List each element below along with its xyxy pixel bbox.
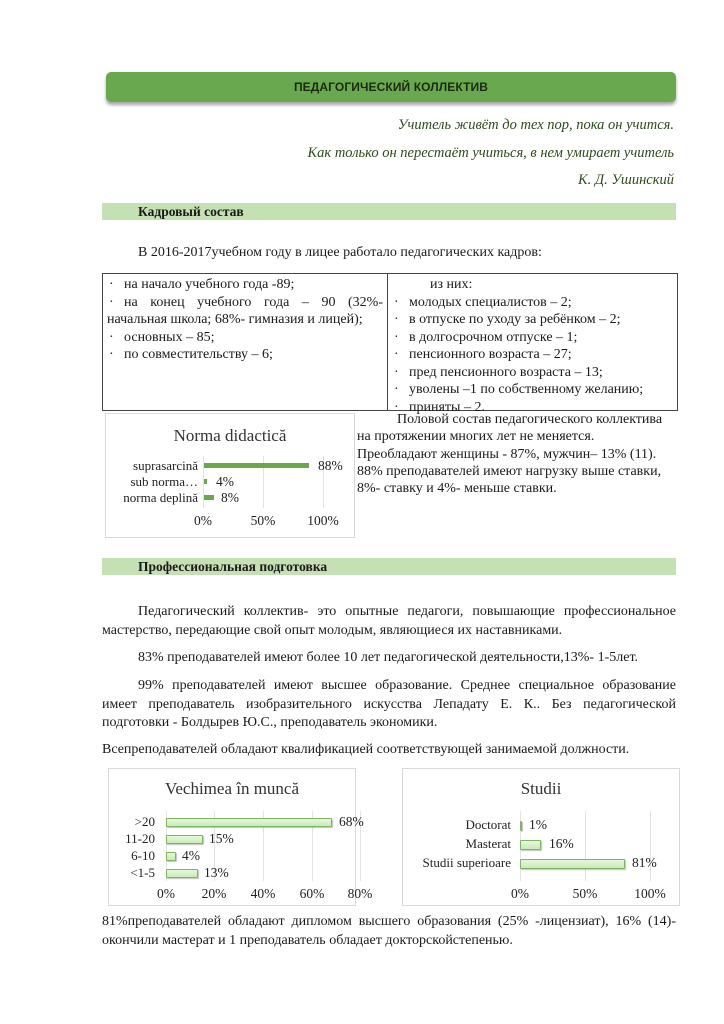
chart-norma-didactica [105,413,355,538]
axis-tick: 0% [194,513,212,528]
bar [166,869,198,878]
list-item: · молодых специалистов – 2; [394,294,572,310]
category-label: Studii superioare [422,855,511,870]
list-item: · основных – 85; [109,329,215,345]
gridline [585,811,586,881]
staff-table [102,273,678,415]
page-title-banner [106,72,676,102]
category-label: Doctorat [465,817,511,832]
list-header: из них: [430,277,473,292]
value-label: 16% [549,836,574,851]
epigraph-author: К. Д. Ушинский [577,172,674,188]
bullet-icon: · [394,364,399,380]
paragraph: 81%преподавателей обладают дипломом высшего образования (25% -лицензиат), 16% (14)- окончили мастерат и 1 преподаватель обладает докторскойстепенью. [102,914,676,948]
bar [204,463,309,468]
chart-title: Vechimea în muncă [164,779,300,798]
list-item: · пред пенсионного возраста – 13; [394,364,603,380]
chart-title: Studii [520,779,562,798]
category-label: 6-10 [131,848,155,863]
list-item: · по совместительству – 6; [109,347,273,362]
bar [166,852,176,861]
axis-tick: 60% [299,886,325,901]
page-title: ПЕДАГОГИЧЕСКИЙ КОЛЛЕКТИВ [293,80,489,94]
axis-tick: 20% [201,886,227,901]
bar [520,859,625,869]
category-label: sub norma… [130,474,198,489]
paragraph: Всепреподавателей обладают квалификацией соответствующей занимаемой должности. [102,742,630,757]
bullet-icon: · [394,382,399,397]
chart-studii [402,768,680,906]
bar [520,840,541,850]
value-label: 4% [216,474,234,489]
value-label: 1% [529,817,547,832]
value-label: 13% [204,865,229,880]
category-label: suprasarcină [133,458,198,473]
bar [204,495,214,500]
list-item: · в долгосрочном отпуске – 1; [394,329,578,345]
list-item: · приняты – 2. [394,399,485,415]
staff-table-left-column [103,274,388,410]
chart-title: Norma didactică [173,426,287,445]
list-item: · пенсионного возраста – 27; [394,347,572,362]
axis-tick: 40% [250,886,276,901]
category-label: norma deplină [123,490,198,505]
bar [520,821,522,831]
bar [204,479,207,484]
category-label: Masterat [465,836,511,851]
bullet-icon: · [394,294,399,310]
bar [166,835,203,844]
category-label: <1-5 [130,865,155,880]
category-label: 11-20 [125,831,155,846]
bullet-icon: · [109,347,114,362]
bullet-icon: · [109,294,114,310]
value-label: 81% [632,855,657,870]
list-item: · на начало учебного года -89; [109,277,295,292]
chart-vechimea-in-munca [108,768,373,906]
list-item: · на конец учебного года – 90 (32%- начальная школа; 68%- гимназия и лицей); [107,294,383,327]
value-label: 8% [221,490,239,505]
bullet-icon: · [394,347,399,362]
axis-tick: 0% [157,886,175,901]
bullet-icon: · [109,329,114,345]
axis-tick: 50% [572,886,598,901]
paragraph: 83% преподавателей имеют более 10 лет педагогической деятельности,13%- 1-5лет. [138,650,639,665]
bullet-icon: · [394,329,399,345]
bullet-icon: · [109,277,114,292]
bar [166,818,332,827]
section-heading-training: Профессиональная подготовка [102,558,676,575]
staff-intro: В 2016-2017учебном году в лицее работало педагогических кадров: [138,245,542,260]
bullet-icon: · [394,399,399,415]
axis-tick: 0% [511,886,529,901]
axis-tick: 50% [250,513,276,528]
axis-tick: 80% [347,886,373,901]
axis-tick: 100% [307,513,339,528]
value-label: 68% [339,814,364,829]
value-label: 15% [209,831,234,846]
paragraph: Педагогический коллектив- это опытные педагоги, повышающие профессиональное мастерство, передающие свой опыт молодым, являющиеся их наставниками. [102,604,676,638]
paragraph: 99% преподавателей имеют высшее образование. Среднее специальное образование имеет преподаватель изобразительного искусства Лепадату Е. К.. Без педагогической подготовки - Болдырев Ю.С., преподаватель экономики. [102,678,676,730]
list-item: · в отпуске по уходу за ребёнком – 2; [394,312,621,327]
epigraph-line-2: Как только он перестаёт учиться, в нем умирает учитель [307,145,674,161]
axis-tick: 100% [634,886,666,901]
staff-table-right-column [388,274,677,415]
category-label: >20 [134,814,155,829]
bullet-icon: · [394,312,399,327]
gender-composition-text: Половой состав педагогического коллектива на протяжении многих лет не меняется. Преобладают женщины - 87%, мужчин– 13% (11). 88% преподавателей имеют нагрузку выше ставки, 8%- ставку и 4%- меньше ставки. [357,412,663,497]
section-heading-staff: Кадровый состав [102,203,676,220]
list-item: · уволены –1 по собственному желанию; [394,382,644,397]
value-label: 88% [318,458,343,473]
epigraph-line-1: Учитель живёт до тех пор, пока он учится. [397,117,674,133]
value-label: 4% [182,848,200,863]
